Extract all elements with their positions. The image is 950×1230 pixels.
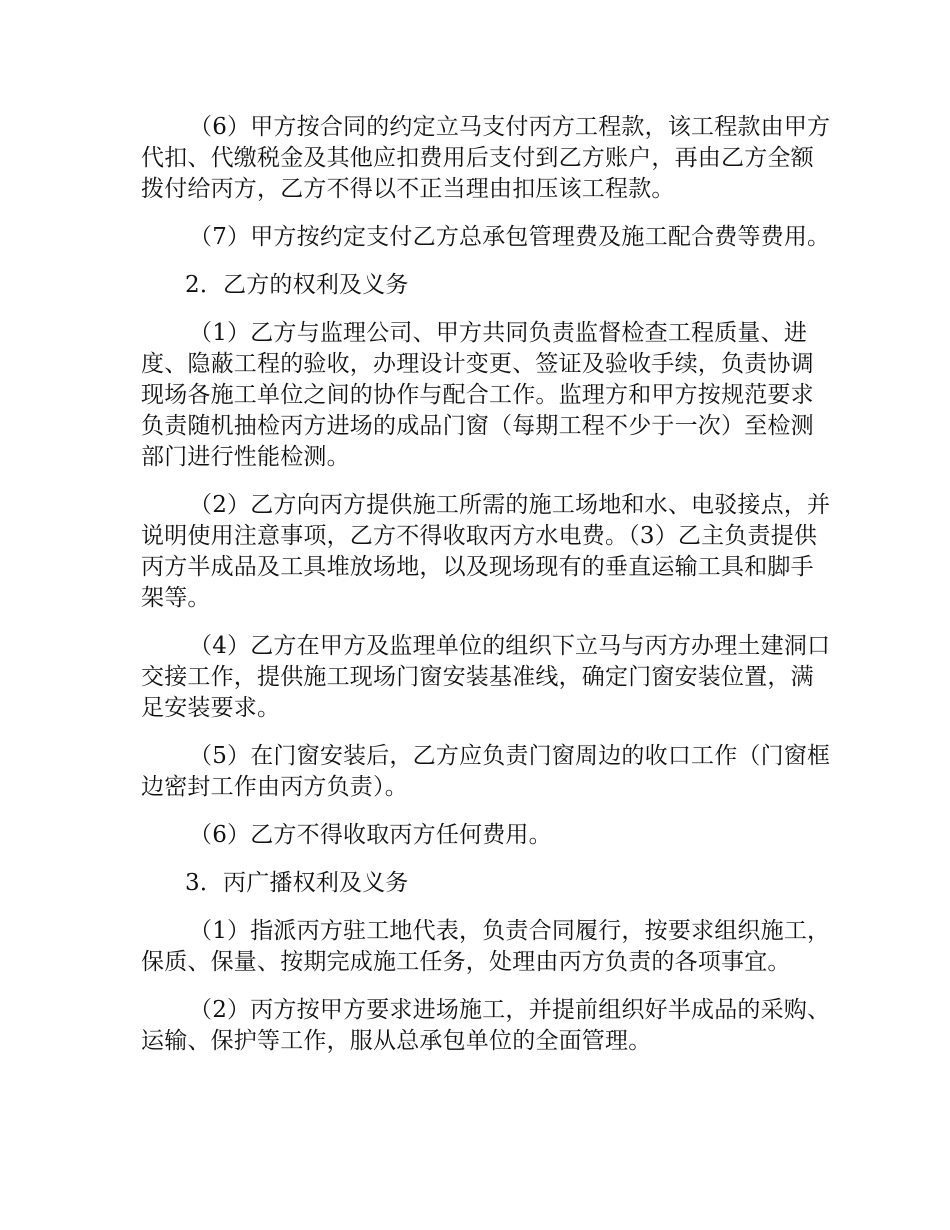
paragraph-party-b-6: （6）乙方不得收取丙方任何费用。: [189, 822, 552, 848]
section-heading-party-b: 2．乙方的权利及义务: [185, 272, 409, 298]
section-heading-party-c: 3．丙广播权利及义务: [185, 870, 409, 896]
paragraph-party-b-5: （5）在门窗安装后，乙方应负责门窗周边的收口工作（门窗框边密封工作由丙方负责）。: [141, 743, 831, 800]
paragraph-party-b-4: （4）乙方在甲方及监理单位的组织下立马与丙方办理土建洞口交接工作，提供施工现场门窗安装基准线，确定门窗安装位置，满足安装要求。: [141, 633, 831, 721]
paragraph-party-a-7: （7）甲方按约定支付乙方总承包管理费及施工配合费等费用。: [189, 224, 831, 250]
paragraph-party-b-2-3: （2）乙方向丙方提供施工所需的施工场地和水、电驳接点，并说明使用注意事项，乙方不得收取丙方水电费。（3）乙主负责提供丙方半成品及工具堆放场地，以及现场现有的垂直运输工具和脚手架等。: [141, 492, 831, 611]
paragraph-party-c-1: （1）指派丙方驻工地代表，负责合同履行，按要求组织施工，保质、保量、按期完成施工任务，处理由丙方负责的各项事宜。: [141, 918, 831, 975]
paragraph-party-a-6: （6）甲方按合同的约定立马支付丙方工程款，该工程款由甲方代扣、代缴税金及其他应扣费用后支付到乙方账户，再由乙方全额拨付给丙方，乙方不得以不正当理由扣压该工程款。: [141, 114, 831, 202]
paragraph-party-b-1: （1）乙方与监理公司、甲方共同负责监督检查工程质量、进度、隐蔽工程的验收，办理设计变更、签证及验收手续，负责协调现场各施工单位之间的协作与配合工作。监理方和甲方按规范要求负责随机抽检丙方进场的成品门窗（每期工程不少于一次）至检测部门进行性能检测。: [141, 320, 814, 470]
document-body: [141, 112, 831, 1074]
paragraph-party-c-2: （2）丙方按甲方要求进场施工，并提前组织好半成品的采购、运输、保护等工作，服从总承包单位的全面管理。: [141, 997, 831, 1054]
